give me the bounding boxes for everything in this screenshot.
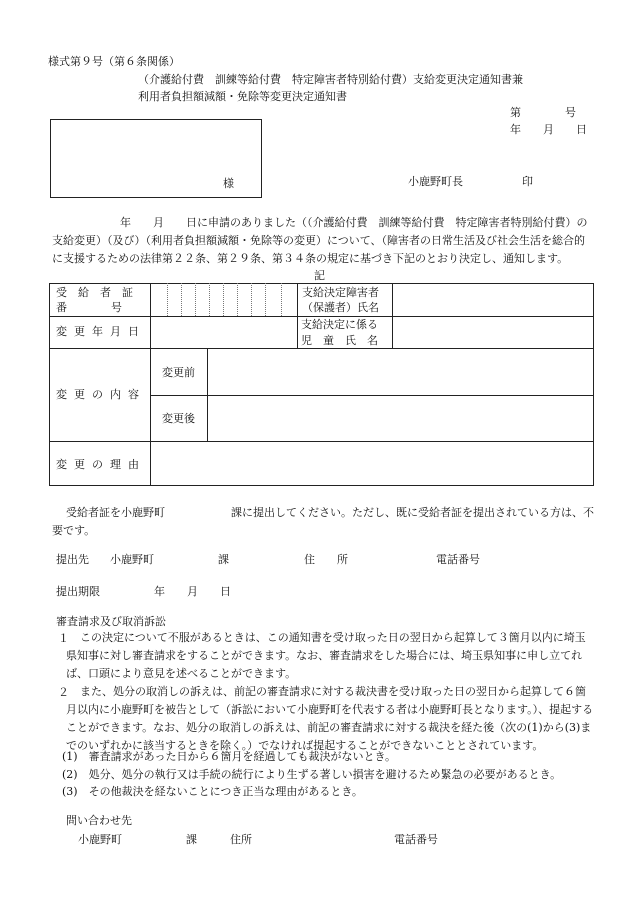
deadline-label: 提出期限 [56,585,100,598]
dest-town: 小鹿野町 [110,553,154,566]
cert-number-label-1: 受 給 者 証 [56,286,133,299]
dest-label: 提出先 [56,553,89,566]
change-content-label: 変更の内容 [56,388,146,401]
appeal-item-1-text: この決定について不服があるときは、この通知書を受け取った日の翌日から起算して３箇月以内に埼玉県知事に対し審査請求をすることができます。なお、審査請求をした場合には、埼玉県知事に申し立てれば、口頭により意見を述べることができます。 [66,631,586,680]
appeal-sub-item-2: (2) 処分、処分の執行又は手続の続行により生ずる著しい損害を避けるため緊急の必要があるとき。 [62,768,562,781]
change-date-label: 変更年月日 [56,325,146,338]
ki-label: 記 [314,269,325,282]
recipient-honorific: 様 [223,177,234,190]
document-number: 第 号 [510,106,576,119]
change-after-label: 変更後 [162,412,195,425]
contact-address-label: 住所 [230,833,252,846]
change-before-label: 変更前 [162,366,195,379]
person-label-2: （保護者）氏名 [302,301,379,314]
appeal-item-2-number: ２ [58,686,69,699]
appeal-sub-item-3: (3) その他裁決を経ないことにつき正当な理由があるとき。 [62,785,363,798]
appeal-item-1-number: １ [58,632,69,645]
recipient-box [50,119,262,198]
appeal-heading: 審査請求及び取消訴訟 [56,615,166,628]
contact-dept: 課 [186,833,197,846]
contact-tel-label: 電話番号 [394,833,438,846]
issuer-seal: 印 [522,175,533,188]
dest-address-label: 住 所 [304,553,348,566]
title-line-1: （介護給付費 訓練等給付費 特定障害者特別給付費）支給変更決定通知書兼 [138,73,523,86]
contact-heading: 問い合わせ先 [66,814,132,827]
submission-paragraph: 受給者証を小鹿野町 課に提出してください。ただし、既に受給者証を提出されている方は、不要です。 [52,506,594,537]
form-number: 様式第９号（第６条関係） [48,55,180,68]
appeal-sub-item-1: (1) 審査請求があった日から６箇月を経過しても裁決がないとき。 [62,750,397,763]
change-reason-label: 変更の理由 [56,458,146,471]
cert-number-label-2: 番 号 [56,301,122,314]
intro-paragraph: 年 月 日に申請のありました（（介護給付費 訓練等給付費 特定障害者特別給付費）の支給変更）（及び）（利用者負担額減額・免除等の変更）について、（障害者の日常生活及び社会生活を総合的に支援するための法律第２２条、第２９条、第３４条の規定に基づき下記のとおり決定し、通知します。 [52,216,588,265]
issuer-name: 小鹿野町長 [408,175,463,188]
person-label-1: 支給決定障害者 [302,286,379,299]
dest-tel-label: 電話番号 [436,553,480,566]
contact-town: 小鹿野町 [78,833,122,846]
appeal-item-2-text: また、処分の取消しの訴えは、前記の審査請求に対する裁決書を受け取った日の翌日から起算して６箇月以内に小鹿野町を被告として（訴訟において小鹿野町を代表する者は小鹿野町長となります。）、提起することができます。なお、処分の取消しの訴えは、前記の審査請求に対する裁決を経た後（次の(1)から(3)までのいずれかに該当するときを除く。）でなければ提起することができないこととされています。 [66,685,594,752]
title-line-2: 利用者負担額減額・免除等変更決定通知書 [138,90,347,103]
deadline-value: 年 月 日 [154,585,231,598]
child-label-2: 児 童 氏 名 [301,334,378,347]
document-date: 年 月 日 [510,123,587,136]
child-label-1: 支給決定に係る [301,318,378,331]
dest-dept: 課 [218,553,229,566]
